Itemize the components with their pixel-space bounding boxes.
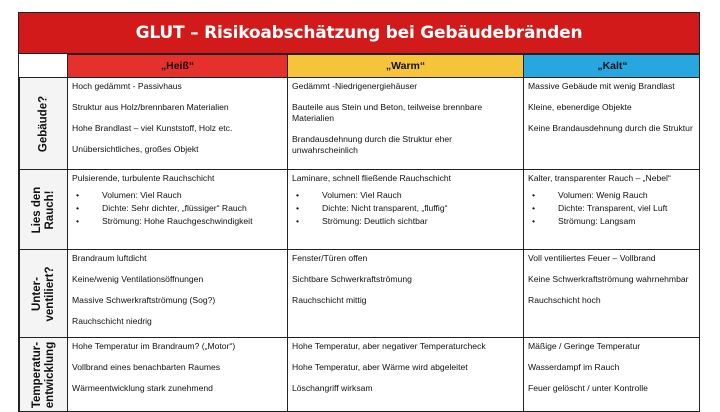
cell-text: Brandausdehnung durch die Struktur eher unwahrscheinlich [292,134,453,155]
cell-text: Hohe Temperatur, aber Wärme wird abgeleitet [292,362,468,372]
cell-text: Feuer gelöscht / unter Kontrolle [528,383,648,393]
cell-text: Hohe Temperatur, aber negativer Temperaturcheck [292,341,486,351]
cell-building-warm [288,78,524,170]
cell-text: Rauchschicht mittig [292,295,367,305]
list-item: • Dichte: Sehr dichter, „flüssiger“ Rauch [88,203,283,214]
cell-text: Fenster/Türen offen [292,253,368,263]
row-label: Temperatur- [30,341,43,408]
row-label: Unter- [30,276,43,311]
cell-text: Unübersichtliches, großes Objekt [72,144,199,154]
cell-text: Rauchschicht hoch [528,295,601,305]
cell-text: Brandraum luftdicht [72,253,147,263]
cell-text: Keine Schwerkraftströmung wahrnehmbar [528,274,689,284]
cell-text: Vollbrand eines benachbarten Raumes [72,362,221,372]
cell-text: Hohe Temperatur im Brandraum? („Motor“) [72,341,236,351]
cell-text: Rauchschicht niedrig [72,316,152,326]
list-item: • Strömung: Langsam [544,216,697,227]
cell-text: Voll ventiliertes Feuer – Vollbrand [528,253,656,263]
bullet-list [72,190,283,227]
column-header-cold: „Kalt“ [524,55,701,78]
cell-text: Struktur aus Holz/brennbaren Materialien [72,102,229,112]
cell-temperature-warm [288,338,524,412]
cell-text: Wasserdampf im Rauch [528,362,620,372]
list-item: • Dichte: Nicht transparent, „fluffig“ [308,203,519,214]
bullet-list [528,190,697,227]
list-item: • Volumen: Wenig Rauch [544,190,697,201]
cell-text: Massive Schwerkraftströmung (Sog?) [72,295,216,305]
row-header-ventilation [20,250,68,338]
list-item: • Volumen: Viel Rauch [88,190,283,201]
risk-assessment-sheet [18,12,700,412]
row-label: Gebäude? [37,95,49,152]
cell-ventilation-warm [288,250,524,338]
list-item: • Strömung: Deutlich sichtbar [308,216,519,227]
cell-building-cold [524,78,701,170]
cell-text: Kleine, ebenerdige Objekte [528,102,632,112]
cell-building-hot [68,78,288,170]
page-title: GLUT – Risikoabschätzung bei Gebäudebränden [135,23,583,43]
column-header-warm: „Warm“ [288,55,524,78]
cell-ventilation-cold [524,250,701,338]
row-label: Rauch! [43,190,56,229]
cell-ventilation-hot [68,250,288,338]
cell-text: Keine/wenig Ventilationsöffnungen [72,274,204,284]
row-header-smoke [20,170,68,250]
cell-temperature-cold [524,338,701,412]
cell-text: Mäßige / Geringe Temperatur [528,341,641,351]
row-label: ventiliert? [43,266,56,321]
cell-heading: Kalter, transparenter Rauch – „Nebel“ [528,173,671,183]
table-row-smoke [20,170,701,250]
assessment-table [19,54,700,412]
row-header-temperature [20,338,68,412]
column-header-row [20,55,701,78]
bullet-list [292,190,519,227]
list-item: • Volumen: Viel Rauch [308,190,519,201]
table-row-ventilation [20,250,701,338]
cell-heading: Pulsierende, turbulente Rauchschicht [72,173,215,183]
row-label: entwicklung [43,341,56,408]
cell-text: Gedämmt -Niedrigenergiehäuser [292,81,418,91]
list-item: • Dichte: Transparent, viel Luft [544,203,697,214]
row-header-building [20,78,68,170]
title-bar [19,13,699,54]
list-item: • Strömung: Hohe Rauchgeschwindigkeit [88,216,283,227]
cell-text: Wärmeentwicklung stark zunehmend [72,383,213,393]
corner-cell [20,55,68,78]
cell-text: Massive Gebäude mit wenig Brandlast [528,81,675,91]
cell-heading: Laminare, schnell fließende Rauchschicht [292,173,452,183]
cell-text: Sichtbare Schwerkraftströmung [292,274,412,284]
cell-temperature-hot [68,338,288,412]
cell-text: Hohe Brandlast – viel Kunststoff, Holz etc. [72,123,233,133]
cell-text: Löschangriff wirksam [292,383,373,393]
cell-smoke-warm [288,170,524,250]
cell-smoke-cold [524,170,701,250]
cell-text: Bauteile aus Stein und Beton, teilweise brennbare Materialien [292,102,483,123]
cell-text: Keine Brandausdehnung durch die Struktur [528,123,693,133]
table-row-building [20,78,701,170]
cell-smoke-hot [68,170,288,250]
column-header-hot: „Heiß“ [68,55,288,78]
cell-text: Hoch gedämmt - Passivhaus [72,81,182,91]
row-label: Lies den [30,186,43,233]
table-row-temperature [20,338,701,412]
